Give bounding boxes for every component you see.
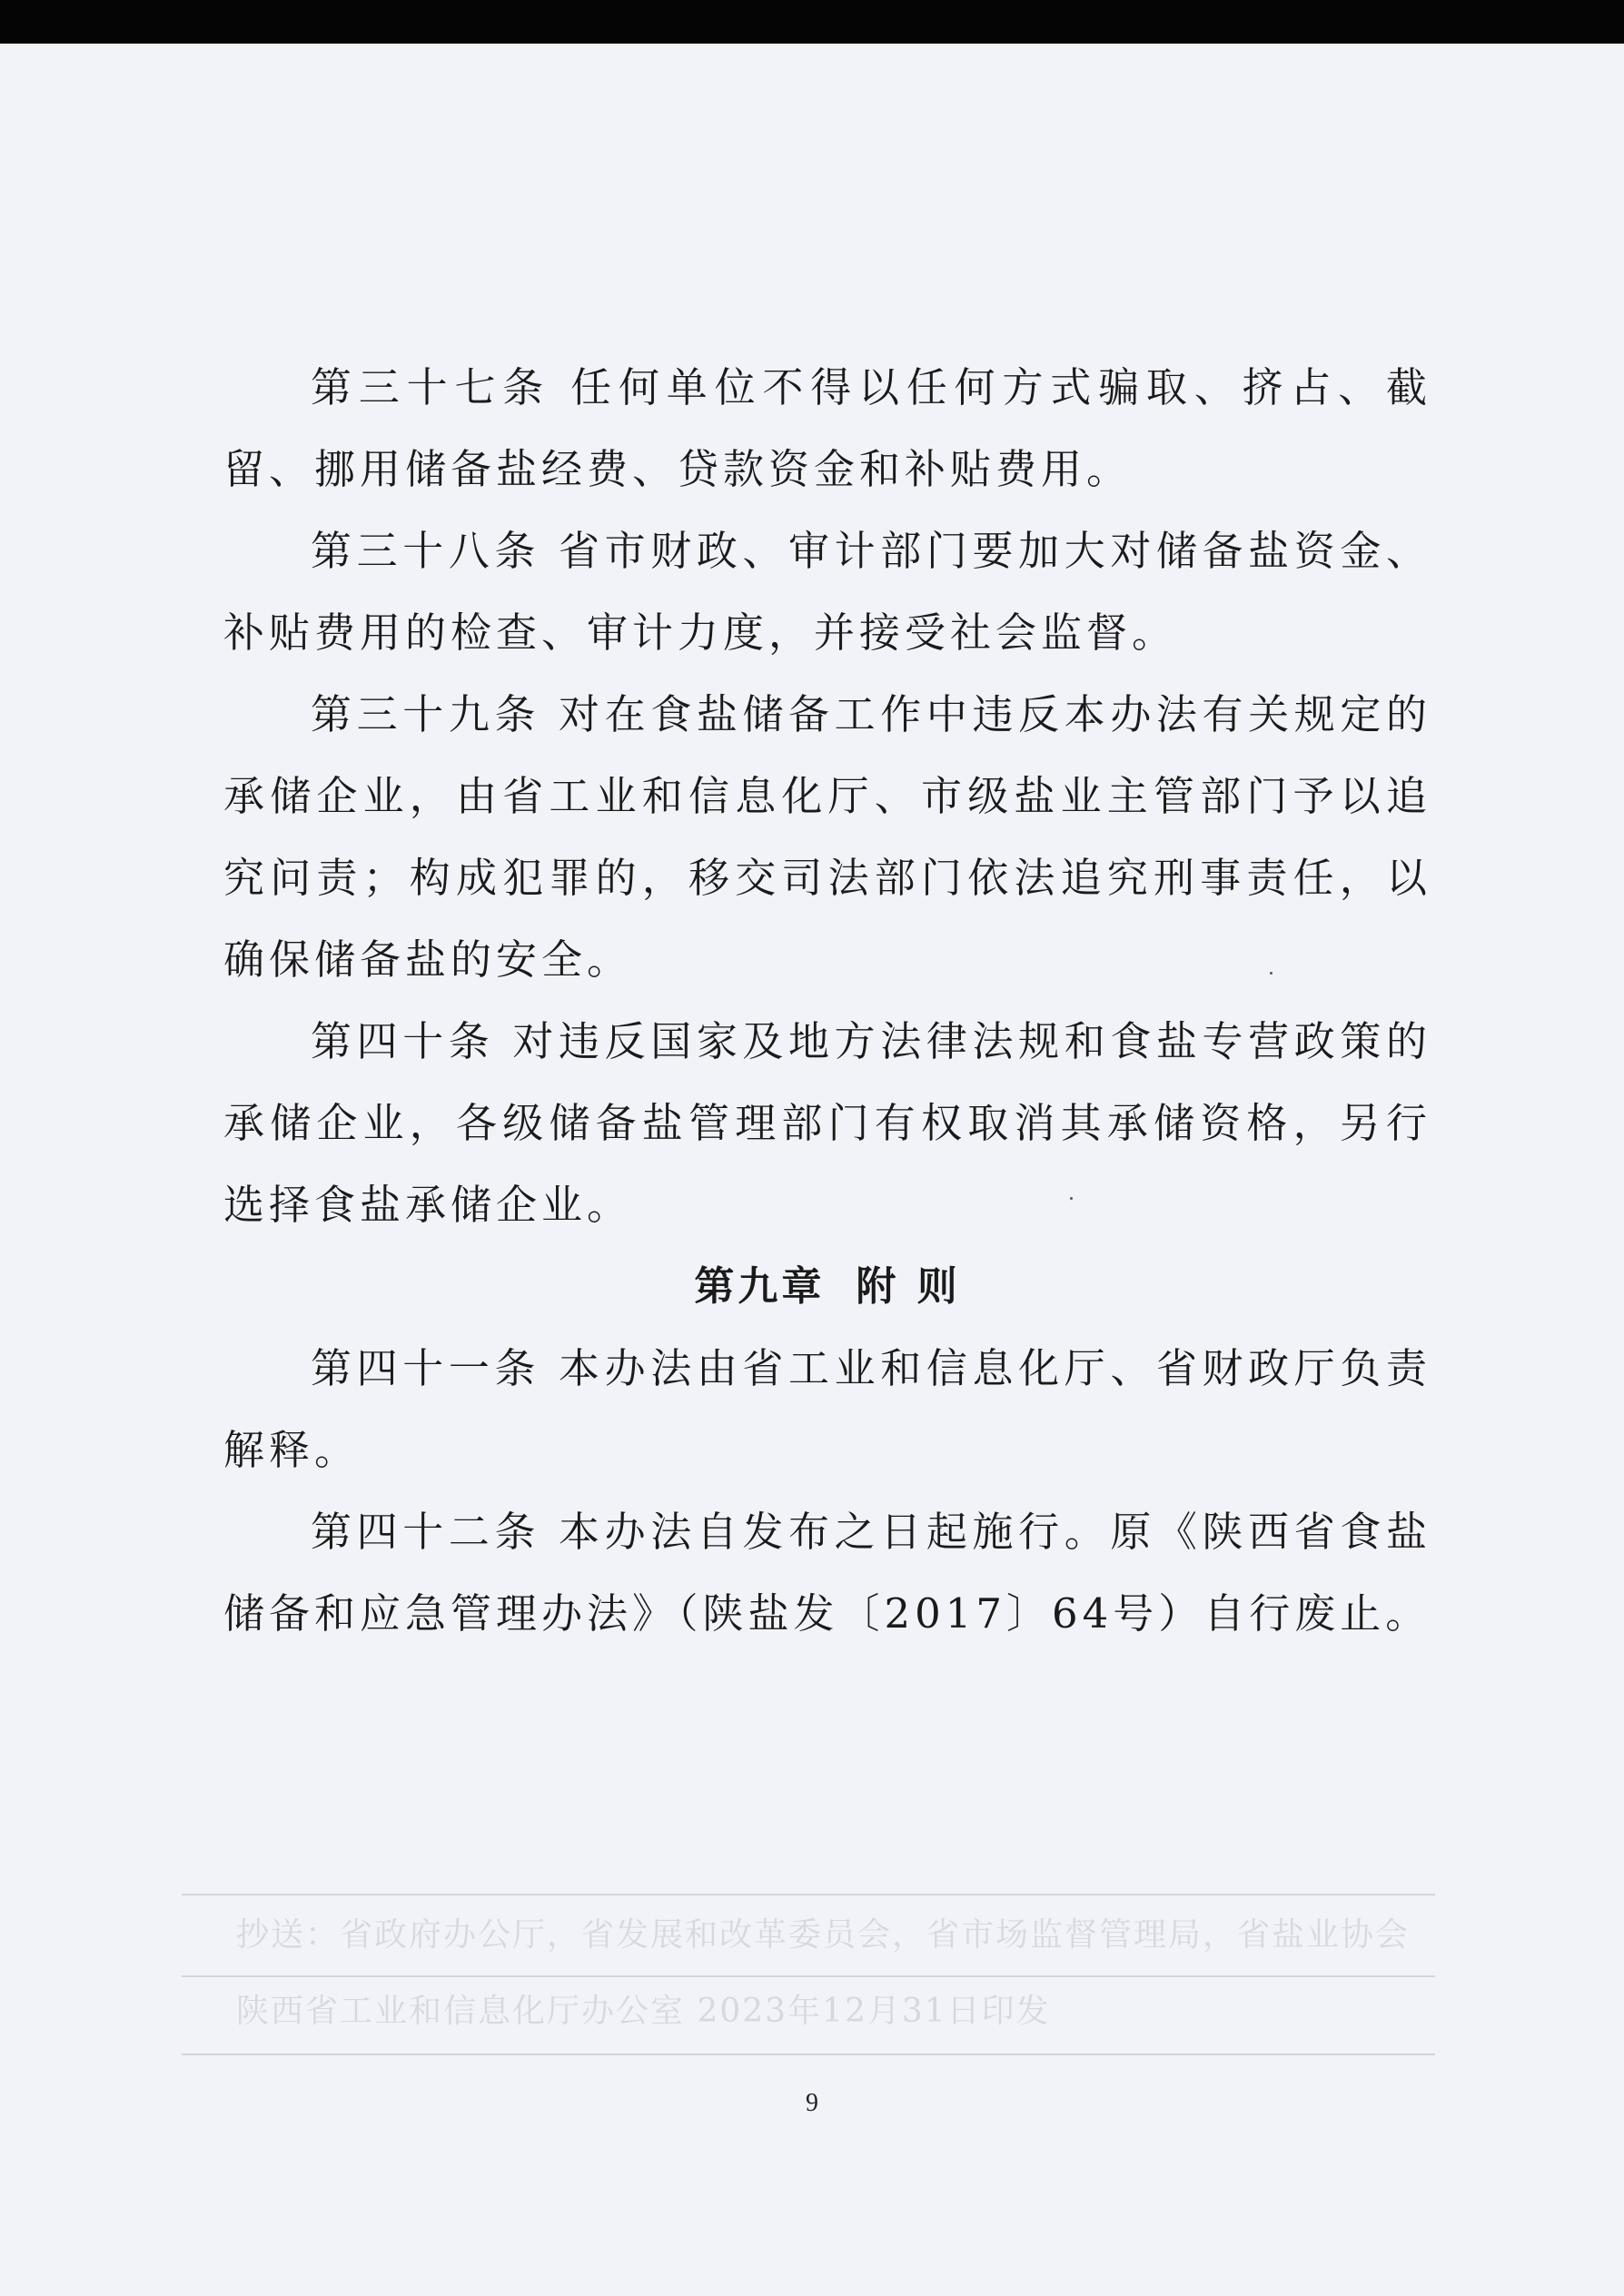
article-41: 第四十一条 本办法由省工业和信息化厅、省财政厅负责解释。 [223,1344,1431,1474]
document-body [223,347,1431,1655]
footer-cc-line: 抄送：省政府办公厅，省发展和改革委员会，省市场监督管理局，省盐业协会 [236,1916,1411,1954]
footer-rule-top [182,1894,1435,1895]
faded-footer-block [182,1894,1435,2066]
chapter-heading [223,1246,1431,1328]
article-42: 第四十二条 本办法自发布之日起施行。原《陕西省食盐储备和应急管理办法》（陕盐发〔2017〕64号）自行废止。 [223,1508,1431,1638]
footer-rule-middle [182,1975,1435,1977]
chapter-number: 第九章 [694,1263,826,1310]
scan-speck [1070,1197,1073,1200]
scan-speck [1270,972,1272,975]
article-38: 第三十八条 省市财政、审计部门要加大对储备盐资金、补贴费用的检查、审计力度，并接受社会监督。 [223,527,1431,657]
footer-issuer-line: 陕西省工业和信息化厅办公室 2023年12月31日印发 [236,1993,1051,2030]
article-37: 第三十七条 任何单位不得以任何方式骗取、挤占、截留、挪用储备盐经费、贷款资金和补贴费用。 [223,363,1431,493]
chapter-title: 附 则 [856,1263,961,1310]
scan-top-edge [0,0,1624,44]
footer-rule-bottom [182,2054,1435,2055]
article-40: 第四十条 对违反国家及地方法律法规和食盐专营政策的承储企业，各级储备盐管理部门有权取消其承储资格，另行选择食盐承储企业。 [223,1017,1431,1229]
page-number: 9 [806,2089,818,2117]
article-39: 第三十九条 对在食盐储备工作中违反本办法有关规定的承储企业，由省工业和信息化厅、市级盐业主管部门予以追究问责；构成犯罪的，移交司法部门依法追究刑事责任，以确保储备盐的安全。 [223,690,1431,984]
